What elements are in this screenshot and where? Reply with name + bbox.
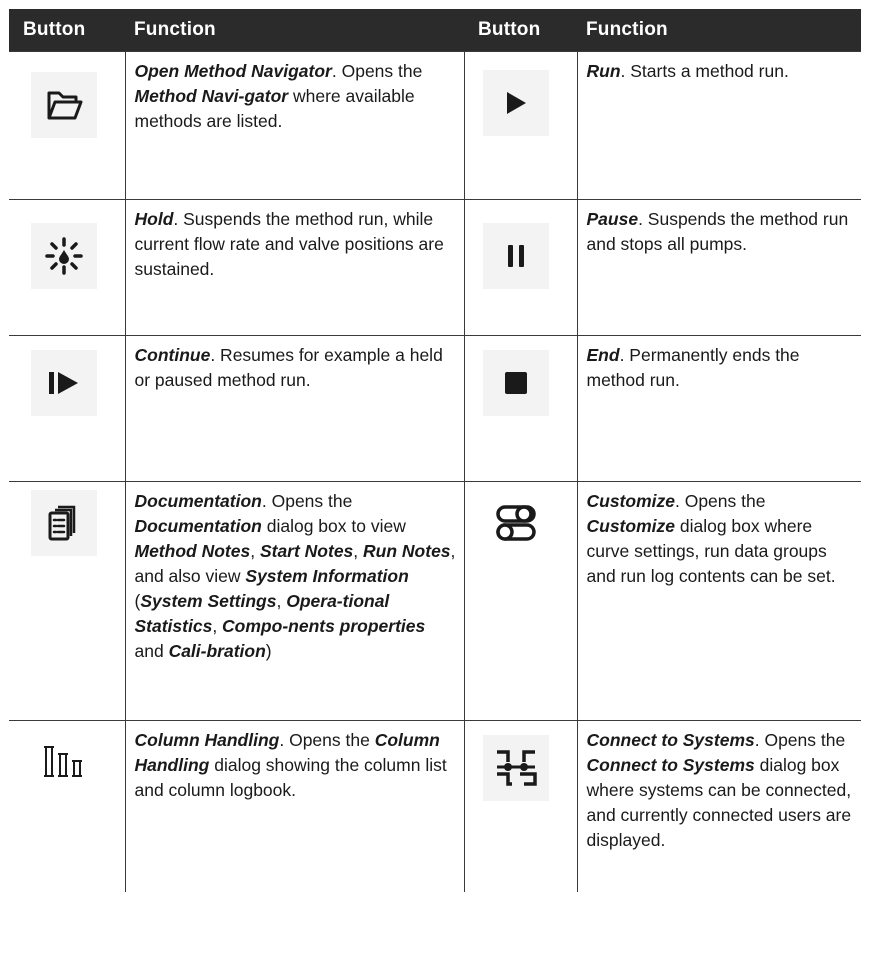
hold-icon [44, 236, 84, 276]
button-cell [464, 52, 577, 200]
button-cell [464, 482, 577, 721]
open-method-navigator-button[interactable] [31, 72, 97, 138]
connect-systems-icon [494, 746, 538, 790]
button-cell [464, 721, 577, 893]
documentation-icon [44, 503, 84, 543]
button-cell [9, 336, 125, 482]
function-description: Customize. Opens the Customize dialog box where curve settings, run data groups and run log contents can be set. [577, 482, 861, 721]
table-row [9, 52, 861, 200]
table-row [9, 336, 861, 482]
function-description: Run. Starts a method run. [577, 52, 861, 200]
table-header-row [9, 9, 861, 52]
table-row [9, 200, 861, 336]
button-cell [9, 721, 125, 893]
stop-icon [501, 368, 531, 398]
function-description: Connect to Systems. Opens the Connect to Systems dialog box where systems can be connected, and currently connected users are displayed. [577, 721, 861, 893]
connect-to-systems-button[interactable] [483, 735, 549, 801]
table-row [9, 721, 861, 893]
function-description: Hold. Suspends the method run, while current flow rate and valve positions are sustained. [125, 200, 464, 336]
customize-toggle-icon [494, 501, 538, 545]
function-description: Open Method Navigator. Opens the Method Navi-gator where available methods are listed. [125, 52, 464, 200]
end-button[interactable] [483, 350, 549, 416]
function-description: Continue. Resumes for example a held or paused method run. [125, 336, 464, 482]
header-function-2: Function [577, 9, 861, 52]
play-icon [501, 88, 531, 118]
table-row [9, 482, 861, 721]
header-function: Function [125, 9, 464, 52]
function-description: End. Permanently ends the method run. [577, 336, 861, 482]
folder-icon [44, 85, 84, 125]
customize-button[interactable] [483, 490, 549, 556]
button-cell [9, 200, 125, 336]
function-description: Pause. Suspends the method run and stops all pumps. [577, 200, 861, 336]
hold-button[interactable] [31, 223, 97, 289]
header-button: Button [9, 9, 125, 52]
pause-button[interactable] [483, 223, 549, 289]
button-cell [464, 200, 577, 336]
documentation-button[interactable] [31, 490, 97, 556]
button-function-table [9, 9, 861, 892]
header-button-2: Button [464, 9, 577, 52]
function-description: Documentation. Opens the Documentation dialog box to view Method Notes, Start Notes, Run Notes, and also view System Information (System Settings, Opera-tional Statistics, Compo-nents properties and Cali-bration) [125, 482, 464, 721]
button-cell [464, 336, 577, 482]
pause-icon [501, 241, 531, 271]
column-handling-icon [42, 742, 86, 782]
continue-icon [44, 368, 84, 398]
run-button[interactable] [483, 70, 549, 136]
column-handling-button[interactable] [31, 729, 97, 795]
function-description: Column Handling. Opens the Column Handling dialog showing the column list and column logbook. [125, 721, 464, 893]
button-cell [9, 482, 125, 721]
continue-button[interactable] [31, 350, 97, 416]
button-cell [9, 52, 125, 200]
